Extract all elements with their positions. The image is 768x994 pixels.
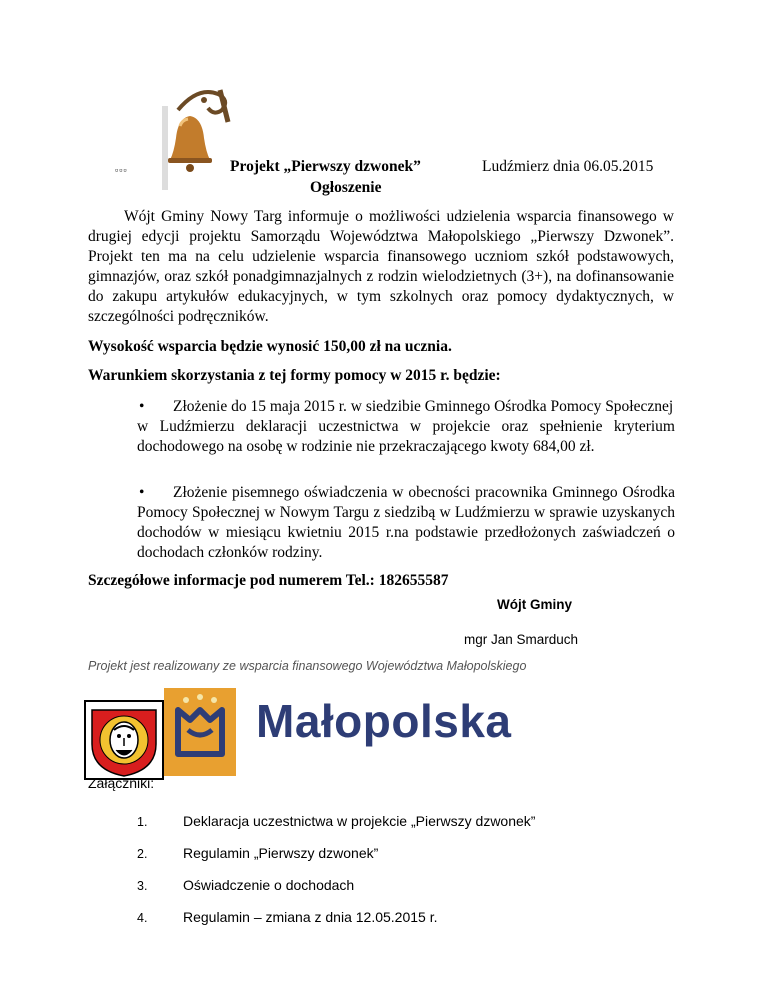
- attachment-link[interactable]: Deklaracja uczestnictwa w projekcie „Pierwszy dzwonek”: [183, 813, 536, 829]
- signature-name: mgr Jan Smarduch: [464, 632, 579, 647]
- attachment-number: 3.: [137, 879, 148, 893]
- attachment-number: 4.: [137, 911, 148, 925]
- attachment-link[interactable]: Regulamin „Pierwszy dzwonek”: [183, 845, 379, 861]
- attachment-link[interactable]: Oświadczenie o dochodach: [183, 877, 355, 893]
- placeholder-squares: ▫▫▫: [115, 165, 128, 175]
- attachment-number: 1.: [137, 815, 148, 829]
- contact-info: Szczegółowe informacje pod numerem Tel.: 182655587: [88, 572, 449, 589]
- funding-note: Projekt jest realizowany ze wsparcia finansowego Województwa Małopolskiego: [88, 659, 527, 673]
- bullet-icon: •: [139, 398, 145, 415]
- bullet-icon: •: [139, 484, 145, 501]
- attachments-heading: Załączniki:: [88, 775, 155, 791]
- attachment-number: 2.: [137, 847, 148, 861]
- bell-icon: [158, 80, 238, 190]
- list-item: [137, 397, 675, 457]
- malopolska-emblem-icon: [164, 688, 236, 776]
- intro-paragraph: Wójt Gminy Nowy Targ informuje o możliwości udzielenia wsparcia finansowego w drugiej edycji projektu Samorządu Województwa Małopolskiego „Pierwszy Dzwonek”. Projekt ten ma na celu udzielenie wsparcia finansowego uczniom szkół podstawowych, gimnazjów, oraz szkół ponadgimnazjalnych z rodzin wielodzietnych (3+), na dofinansowanie do zakupu artykułów edukacyjnych, w tym szkolnych oraz pomocy dydaktycznych, w szczególności podręczników.: [88, 208, 674, 325]
- bullet-text: Złożenie do 15 maja 2015 r. w siedzibie Gminnego Ośrodka Pomocy Społecznej: [173, 398, 674, 415]
- bullet-text: Złożenie pisemnego oświadczenia w obecności pracownika Gminnego Ośrodka Pomocy Społecznej w Nowym Targu z siedzibą w Ludźmierzu w sprawie uzyskanych dochodów w miesiącu kwietniu 2015 r.na podstawie przedłożonych zaświadczeń o dochodach członków rodziny.: [137, 484, 675, 561]
- announcement-heading: Ogłoszenie: [310, 179, 382, 196]
- project-title: Projekt „Pierwszy dzwonek”: [230, 158, 421, 175]
- conditions-heading: Warunkiem skorzystania z tej formy pomocy w 2015 r. będzie:: [88, 367, 501, 384]
- date-line: Ludźmierz dnia 06.05.2015: [482, 158, 654, 175]
- bullet-text-cont: w Ludźmierzu deklaracji uczestnictwa w projekcie oraz spełnienie kryterium dochodowego na osobę w rodzinie nie przekraczającego kwoty 684,00 zł.: [137, 418, 675, 455]
- attachment-link[interactable]: Regulamin – zmiana z dnia 12.05.2015 r.: [183, 909, 438, 925]
- signature-title: Wójt Gminy: [497, 597, 572, 612]
- malopolska-wordmark: Małopolska: [256, 695, 512, 747]
- support-amount: Wysokość wsparcia będzie wynosić 150,00 zł na ucznia.: [88, 338, 452, 355]
- coat-of-arms-icon: [84, 700, 164, 780]
- malopolska-logo: [164, 688, 236, 776]
- list-item: [137, 483, 675, 563]
